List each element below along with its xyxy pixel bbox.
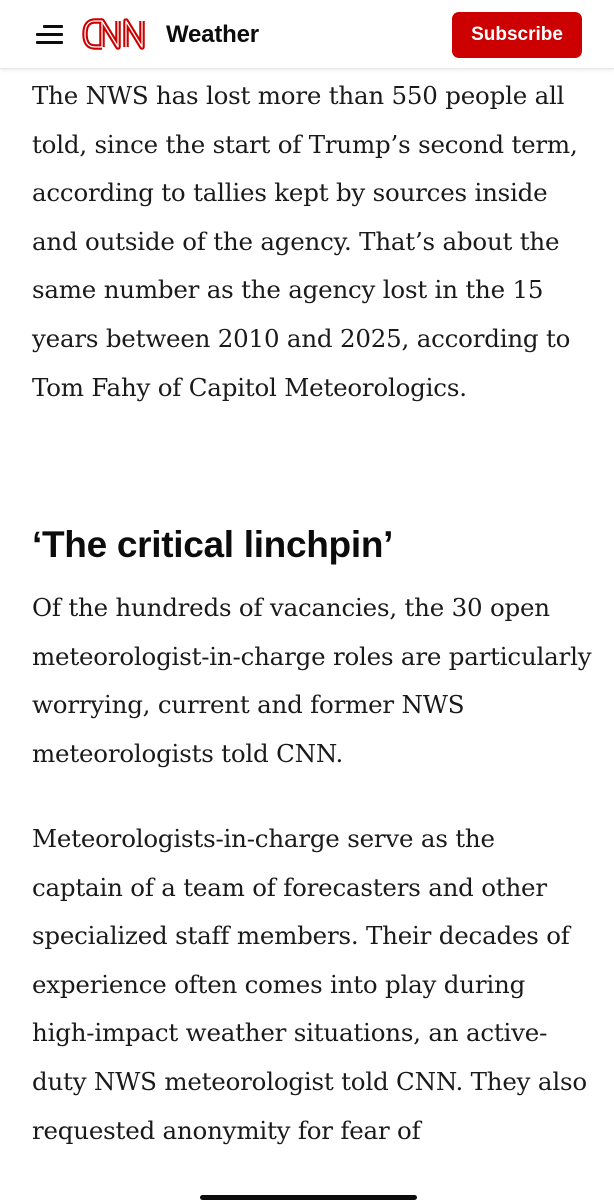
- cnn-logo[interactable]: [82, 14, 156, 54]
- section-title[interactable]: Weather: [166, 21, 259, 48]
- article-paragraph: The NWS has lost more than 550 people all told, since the start of Trump’s second term, according to tallies kept by sources inside and outside of the agency. That’s about the same number as the agency lost in the 15 years between 2010 and 2025, according to Tom Fahy of Capitol Meteorologics.: [32, 81, 578, 402]
- article-paragraph: Meteorologists-in-charge serve as the captain of a team of forecasters and other specialized staff members. Their decades of experience often comes into play during high-impact weather situations, an active-duty NWS meteorologist told CNN. They also requested anonymity for fear of: [32, 824, 587, 1145]
- article-paragraph: Of the hundreds of vacancies, the 30 open meteorologist-in-charge roles are particularly worrying, current and former NWS meteorologists told CNN.: [32, 593, 592, 768]
- subscribe-button[interactable]: Subscribe: [452, 12, 582, 58]
- home-indicator[interactable]: [200, 1195, 417, 1200]
- site-header: [0, 0, 614, 69]
- hamburger-menu-icon[interactable]: [36, 25, 63, 45]
- article-subheading: ‘The critical linchpin’: [32, 524, 394, 565]
